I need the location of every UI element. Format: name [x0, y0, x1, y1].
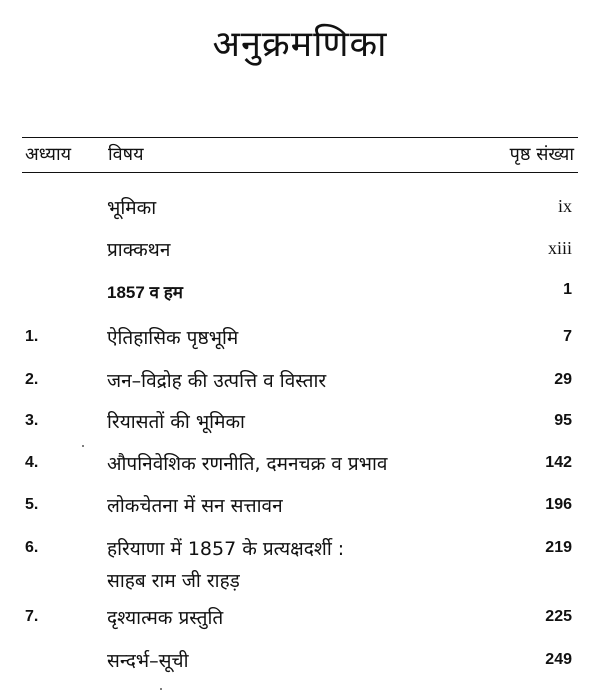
toc-entry-subject: रियासतों की भूमिका	[107, 411, 245, 433]
header-top-rule	[22, 137, 578, 138]
toc-entry-page: xiii	[547, 238, 572, 258]
toc-entry-bibliography	[0, 647, 600, 677]
toc-entry-subject: ऐतिहासिक पृष्ठभूमि	[107, 327, 239, 349]
toc-entry-page: 142	[545, 454, 572, 471]
column-header-subject: विषय	[108, 144, 144, 165]
toc-entry-subject-continued: साहब राम जी राहड़	[107, 570, 240, 592]
toc-entry-page: 95	[554, 412, 572, 429]
toc-entry-subject: हरियाणा में 1857 के प्रत्यक्षदर्शी :	[107, 538, 345, 560]
toc-entry-number: 7.	[25, 608, 39, 625]
toc-entry-page: 1	[563, 281, 572, 298]
toc-entry-page: 225	[545, 608, 572, 625]
toc-entry-page: 219	[545, 539, 572, 556]
header-bottom-rule	[22, 172, 578, 173]
toc-entry-page: 249	[545, 651, 572, 668]
toc-entry-preface	[0, 194, 600, 224]
toc-entry-number: 5.	[25, 496, 39, 513]
toc-entry-chapter-4	[0, 450, 600, 480]
toc-entry-chapter-2	[0, 367, 600, 397]
toc-entry-chapter-5	[0, 492, 600, 522]
toc-entry-page: ix	[557, 196, 572, 216]
toc-entry-number: 1.	[25, 328, 39, 345]
toc-entry-1857-and-us	[0, 277, 600, 307]
toc-entry-subject: भूमिका	[107, 197, 157, 219]
toc-entry-foreword	[0, 236, 600, 266]
column-header-chapter: अध्याय	[25, 144, 72, 165]
column-header-page: पृष्ठ संख्या	[509, 144, 574, 165]
toc-entry-chapter-7	[0, 604, 600, 634]
toc-entry-subject: दृश्यात्मक प्रस्तुति	[107, 607, 224, 629]
toc-entry-page: 29	[554, 371, 572, 388]
scan-speck	[82, 445, 84, 447]
toc-entry-subject: जन–विद्रोह की उत्पत्ति व विस्तार	[107, 370, 327, 392]
toc-entry-number: 6.	[25, 539, 39, 556]
toc-entry-subject: औपनिवेशिक रणनीति, दमनचक्र व प्रभाव	[107, 453, 388, 475]
toc-entry-chapter-6	[0, 535, 600, 599]
toc-entry-page: 196	[545, 496, 572, 513]
toc-entry-subject: प्राक्कथन	[107, 239, 171, 261]
toc-entry-number: 2.	[25, 371, 39, 388]
toc-entry-chapter-3	[0, 408, 600, 438]
toc-entry-chapter-1	[0, 324, 600, 354]
page-title: अनुक्रमणिका	[212, 24, 388, 65]
toc-entry-page: 7	[563, 328, 572, 345]
toc-entry-subject: लोकचेतना में सन सत्तावन	[107, 495, 283, 517]
toc-entry-subject: 1857 व हम	[107, 283, 183, 302]
toc-entry-number: 4.	[25, 454, 39, 471]
scan-speck	[160, 688, 162, 690]
toc-entry-number: 3.	[25, 412, 39, 429]
toc-entry-subject: सन्दर्भ–सूची	[107, 650, 189, 672]
